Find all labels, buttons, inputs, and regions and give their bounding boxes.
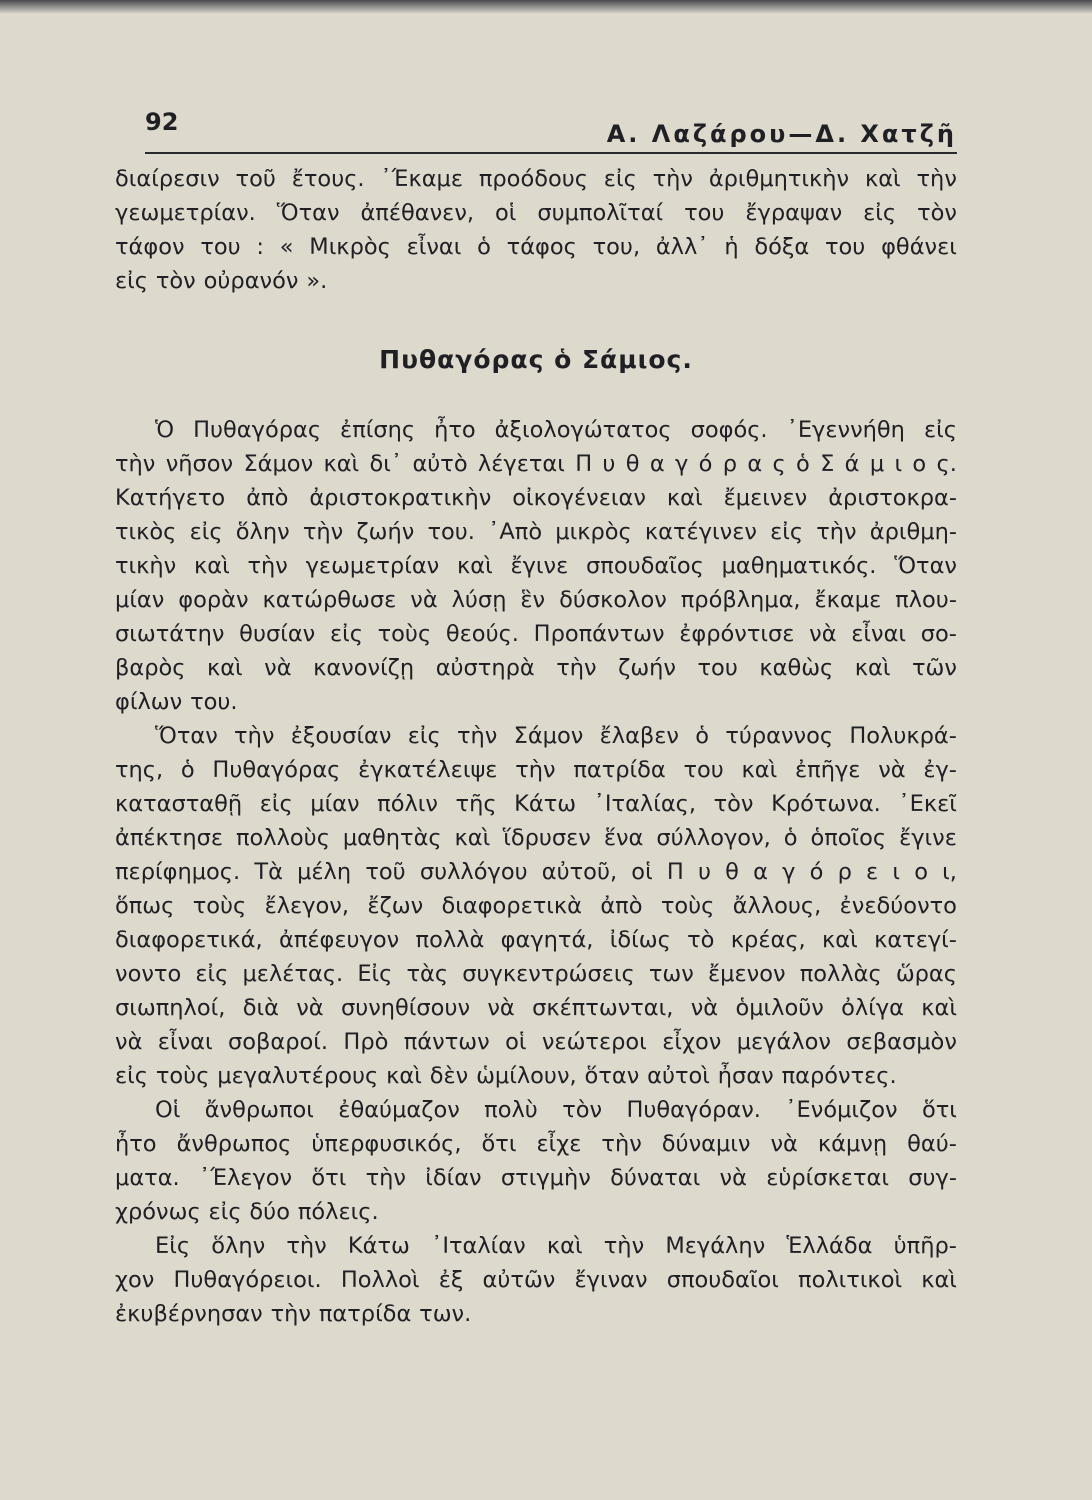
section-title: Πυθαγόρας ὁ Σάμιος. xyxy=(379,345,693,374)
text-line: γεωμετρίαν. Ὅταν ἀπέθανεν, οἱ συμπολῖταί του ἔγραψαν εἰς τὸν xyxy=(115,200,957,226)
text-line: χον Πυθαγόρειοι. Πολλοὶ ἐξ αὐτῶν ἔγιναν σπουδαῖοι πολιτικοὶ καὶ xyxy=(115,1267,957,1293)
text-line: σιωτάτην θυσίαν εἰς τοὺς θεούς. Προπάντων ἐφρόντισε νὰ εἶναι σο- xyxy=(115,621,957,647)
text-line: ἦτο ἄνθρωπος ὑπερφυσικός, ὅτι εἶχε τὴν δύναμιν νὰ κάμνῃ θαύ- xyxy=(115,1131,957,1157)
paragraph xyxy=(115,1093,957,1229)
text-line: ματα. ᾽Έλεγον ὅτι τὴν ἰδίαν στιγμὴν δύναται νὰ εὑρίσκεται συγ- xyxy=(115,1165,957,1191)
text-line: ἐκυβέρνησαν τὴν πατρίδα των. xyxy=(115,1301,472,1327)
header-authors: Α. Λαζάρου—Δ. Χατζῆ xyxy=(606,120,957,148)
text-line: ὅπως τοὺς ἔλεγον, ἔζων διαφορετικὰ ἀπὸ τοὺς ἄλλους, ἐνεδύοντο xyxy=(115,893,957,919)
text-line: τὴν νῆσον Σάμον καὶ δι᾽ αὐτὸ λέγεται Π υ θ α γ ό ρ α ς ὁ Σ ά μ ι ο ς. xyxy=(115,451,957,477)
running-head xyxy=(145,108,957,154)
text-line: της, ὁ Πυθαγόρας ἐγκατέλειψε τὴν πατρίδα του καὶ ἐπῆγε νὰ ἐγ- xyxy=(115,757,957,783)
text-line: κατασταθῇ εἰς μίαν πόλιν τῆς Κάτω ᾽Ιταλίας, τὸν Κρότωνα. ᾽Εκεῖ xyxy=(115,791,957,817)
text-line: περίφημος. Τὰ μέλη τοῦ συλλόγου αὐτοῦ, οἱ Π υ θ α γ ό ρ ε ι ο ι, xyxy=(115,859,957,885)
text-line: βαρὸς καὶ νὰ κανονίζῃ αὐστηρὰ τὴν ζωήν του καθὼς καὶ τῶν xyxy=(115,655,957,681)
text-line: Κατήγετο ἀπὸ ἀριστοκρατικὴν οἰκογένειαν καὶ ἔμεινεν ἀριστοκρα- xyxy=(115,485,957,511)
text-line: τικὸς εἰς ὅλην τὴν ζωήν του. ᾽Απὸ μικρὸς κατέγινεν εἰς τὴν ἀριθμη- xyxy=(115,519,957,545)
text-line: διαφορετικά, ἀπέφευγον πολλὰ φαγητά, ἰδίως τὸ κρέας, καὶ κατεγί- xyxy=(115,927,957,953)
text-line: εἰς τὸν οὐρανόν ». xyxy=(115,268,328,294)
text-line: νὰ εἶναι σοβαροί. Πρὸ πάντων οἱ νεώτεροι εἶχον μεγάλον σεβασμὸν xyxy=(115,1029,957,1055)
text-line: διαίρεσιν τοῦ ἔτους. ᾽Έκαμε προόδους εἰς τὴν ἀριθμητικὴν καὶ τὴν xyxy=(115,166,957,192)
section-paragraphs xyxy=(115,413,957,1331)
paragraph xyxy=(115,719,957,1093)
body-text xyxy=(115,162,957,1331)
text-line: τάφον του : « Μικρὸς εἶναι ὁ τάφος του, ἀλλ᾽ ἡ δόξα του φθάνει xyxy=(115,234,957,260)
text-line: Ὅταν τὴν ἐξουσίαν εἰς τὴν Σάμον ἔλαβεν ὁ τύραννος Πολυκρά- xyxy=(155,723,957,749)
text-line: χρόνως εἰς δύο πόλεις. xyxy=(115,1199,379,1225)
text-line: Οἱ ἄνθρωποι ἐθαύμαζον πολὺ τὸν Πυθαγόραν. ᾽Ενόμιζον ὅτι xyxy=(155,1097,957,1123)
text-line: νοντο εἰς μελέτας. Εἰς τὰς συγκεντρώσεις των ἔμενον πολλὰς ὥρας xyxy=(115,961,957,987)
paragraph xyxy=(115,413,957,719)
text-line: εἰς τοὺς μεγαλυτέρους καὶ δὲν ὡμίλουν, ὅταν αὐτοὶ ἦσαν παρόντες. xyxy=(115,1063,897,1089)
text-line: σιωπηλοί, διὰ νὰ συνηθίσουν νὰ σκέπτωνται, νὰ ὁμιλοῦν ὀλίγα καὶ xyxy=(115,995,957,1021)
page-number: 92 xyxy=(145,108,179,136)
text-line: μίαν φορὰν κατώρθωσε νὰ λύσῃ ἓν δύσκολον πρόβλημα, ἔκαμε πλου- xyxy=(115,587,957,613)
text-line: Ὁ Πυθαγόρας ἐπίσης ἦτο ἀξιολογώτατος σοφός. ᾽Εγεννήθη εἰς xyxy=(155,417,957,443)
text-line: Εἰς ὅλην τὴν Κάτω ᾽Ιταλίαν καὶ τὴν Μεγάλην Ἑλλάδα ὑπῆρ- xyxy=(155,1233,957,1259)
intro-paragraph xyxy=(115,162,957,298)
text-line: φίλων του. xyxy=(115,689,238,715)
text-line: τικὴν καὶ τὴν γεωμετρίαν καὶ ἔγινε σπουδαῖος μαθηματικός. Ὅταν xyxy=(115,553,957,579)
text-line: ἀπέκτησε πολλοὺς μαθητὰς καὶ ἵδρυσεν ἕνα σύλλογον, ὁ ὁποῖος ἔγινε xyxy=(115,825,957,851)
paragraph xyxy=(115,1229,957,1331)
